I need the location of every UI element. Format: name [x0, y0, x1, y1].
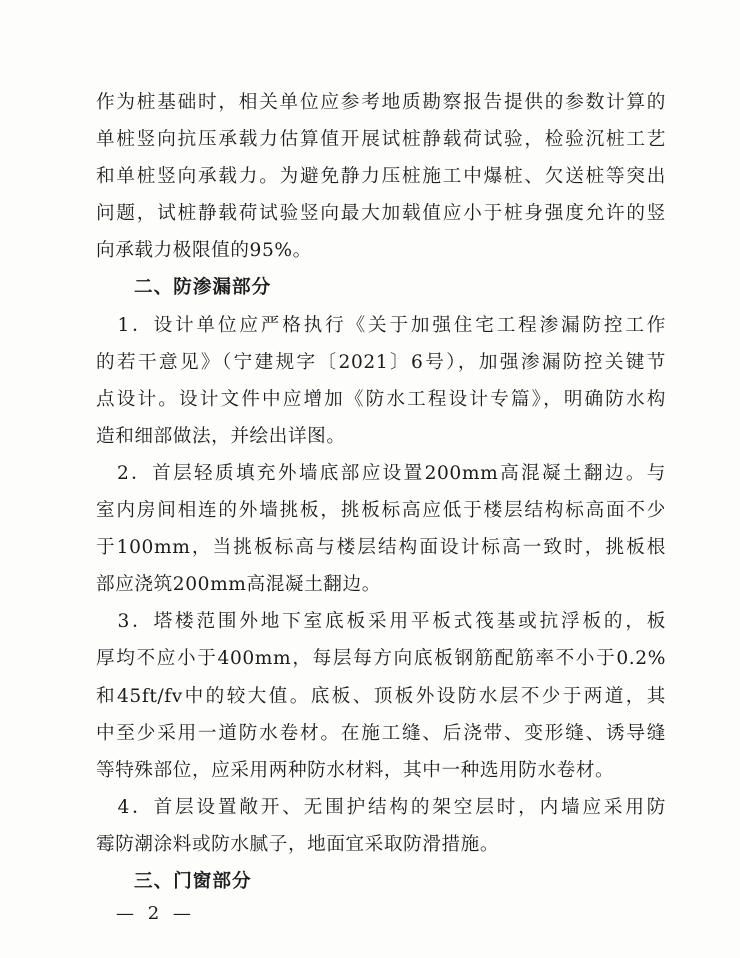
- paragraph: [96, 455, 666, 603]
- text-line: 厚均不应小于400mm，每层每方向底板钢筋配筋率不小于0.2%: [96, 648, 666, 670]
- text-line: 2．首层轻质填充外墙底部应设置200mm高混凝土翻边。与: [96, 462, 666, 484]
- text-line: 问题，试桩静载荷试验竖向最大加载值应小于桩身强度允许的竖: [96, 203, 666, 225]
- paragraph: [96, 603, 666, 788]
- text-line: 中至少采用一道防水卷材。在施工缝、后浇带、变形缝、诱导缝: [96, 722, 666, 744]
- text-line: 作为桩基础时，相关单位应参考地质勘察报告提供的参数计算的: [96, 92, 666, 113]
- text-line: 等特殊部位，应采用两种防水材料，其中一种选用防水卷材。: [96, 759, 615, 781]
- text-line: 造和细部做法，并绘出详图。: [96, 425, 346, 447]
- text-line: 室内房间相连的外墙挑板，挑板标高应低于楼层结构标高面不少: [96, 500, 666, 522]
- paragraph: [96, 307, 666, 455]
- text-line: 1．设计单位应严格执行《关于加强住宅工程渗漏防控工作: [96, 314, 666, 336]
- text-line: 和45ft/fv中的较大值。底板、顶板外设防水层不少于两道，其: [96, 685, 666, 707]
- text-line: 单桩竖向抗压承载力估算值开展试桩静载荷试验，检验沉桩工艺: [96, 129, 666, 151]
- page-number: — 2 —: [116, 903, 195, 924]
- paragraph: [96, 789, 666, 863]
- text-line: 于100mm，当挑板标高与楼层结构面设计标高一致时，挑板根: [96, 537, 666, 559]
- text-line: 向承载力极限值的95%。: [96, 240, 312, 262]
- text-line: 点设计。设计文件中应增加《防水工程设计专篇》，明确防水构: [96, 388, 666, 410]
- document-body: [96, 84, 666, 900]
- text-line: 的若干意见》（宁建规字〔2021〕6号），加强渗漏防控关键节: [96, 351, 666, 373]
- text-line: 部应浇筑200mm高混凝土翻边。: [96, 574, 381, 596]
- text-line: 霉防潮涂料或防水腻子，地面宜采取防滑措施。: [96, 833, 500, 855]
- section-heading: 三、门窗部分: [134, 870, 252, 892]
- text-line: 和单桩竖向承载力。为避免静力压桩施工中爆桩、欠送桩等突出: [96, 166, 666, 188]
- section-heading: 二、防渗漏部分: [134, 277, 272, 299]
- text-line: 3．塔楼范围外地下室底板采用平板式筏基或抗浮板的，板: [96, 611, 666, 633]
- paragraph: [96, 84, 666, 269]
- text-line: 4．首层设置敞开、无围护结构的架空层时，内墙应采用防: [96, 796, 666, 818]
